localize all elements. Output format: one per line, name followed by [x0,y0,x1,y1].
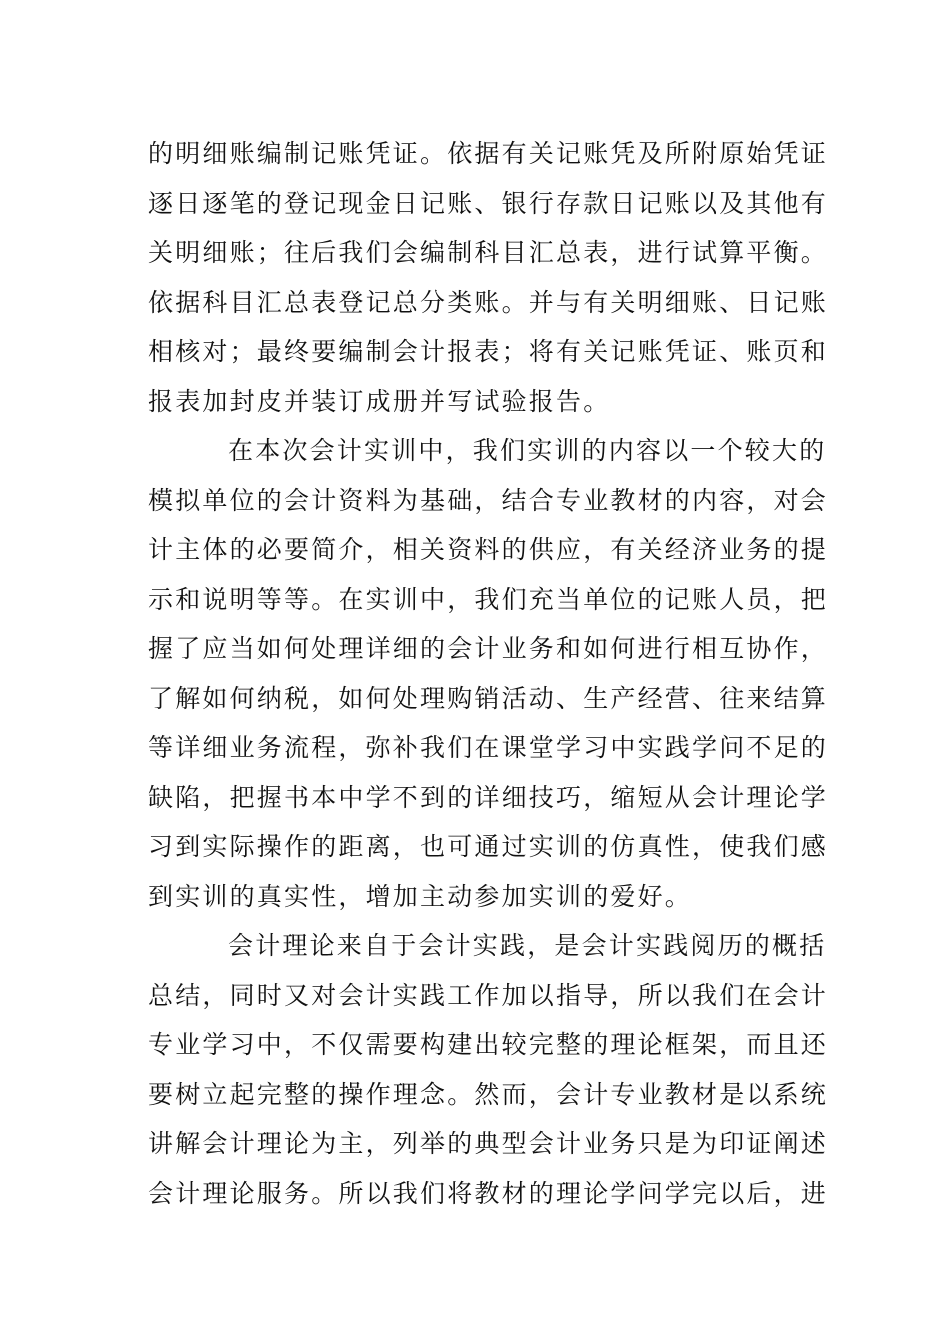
paragraph-first-line: 在本次会计实训中，我们实训的内容以一个较大的 [228,436,827,465]
text-line: 专业学习中，不仅需要构建出较完整的理论框架，而且还 [148,1030,829,1059]
text-line: 讲解会计理论为主，列举的典型会计业务只是为印证阐述 [148,1129,829,1158]
text-line: 报表加封皮并装订成册并写试验报告。 [148,386,611,416]
text-line: 到实训的真实性，增加主动参加实训的爱好。 [148,881,693,911]
text-line: 的明细账编制记账凭证。依据有关记账凭及所附原始凭证 [148,139,829,168]
paragraph-first-line: 会计理论来自于会计实践，是会计实践阅历的概括 [228,931,827,960]
body-text [148,129,829,1218]
text-line: 关明细账；往后我们会编制科目汇总表，进行试算平衡。 [148,238,829,267]
text-line: 模拟单位的会计资料为基础，结合专业教材的内容，对会 [148,485,829,515]
text-line: 习到实际操作的距离，也可通过实训的仿真性，使我们感 [148,832,829,861]
text-line: 依据科目汇总表登记总分类账。并与有关明细账、日记账 [148,287,829,317]
text-line: 相核对；最终要编制会计报表；将有关记账凭证、账页和 [148,337,829,366]
text-line: 总结，同时又对会计实践工作加以指导，所以我们在会计 [148,980,829,1010]
text-line: 等详细业务流程，弥补我们在课堂学习中实践学问不足的 [148,733,829,762]
text-line: 缺陷，把握书本中学不到的详细技巧，缩短从会计理论学 [148,782,829,812]
text-line: 计主体的必要简介，相关资料的供应，有关经济业务的提 [148,535,829,564]
text-line: 了解如何纳税，如何处理购销活动、生产经营、往来结算 [148,683,829,713]
text-line: 逐日逐笔的登记现金日记账、银行存款日记账以及其他有 [148,188,829,218]
text-line: 要树立起完整的操作理念。然而，会计专业教材是以系统 [148,1079,829,1109]
text-line: 示和说明等等。在实训中，我们充当单位的记账人员，把 [148,584,829,614]
text-line: 会计理论服务。所以我们将教材的理论学问学完以后，进 [148,1178,829,1208]
text-line: 握了应当如何处理详细的会计业务和如何进行相互协作， [148,634,829,663]
